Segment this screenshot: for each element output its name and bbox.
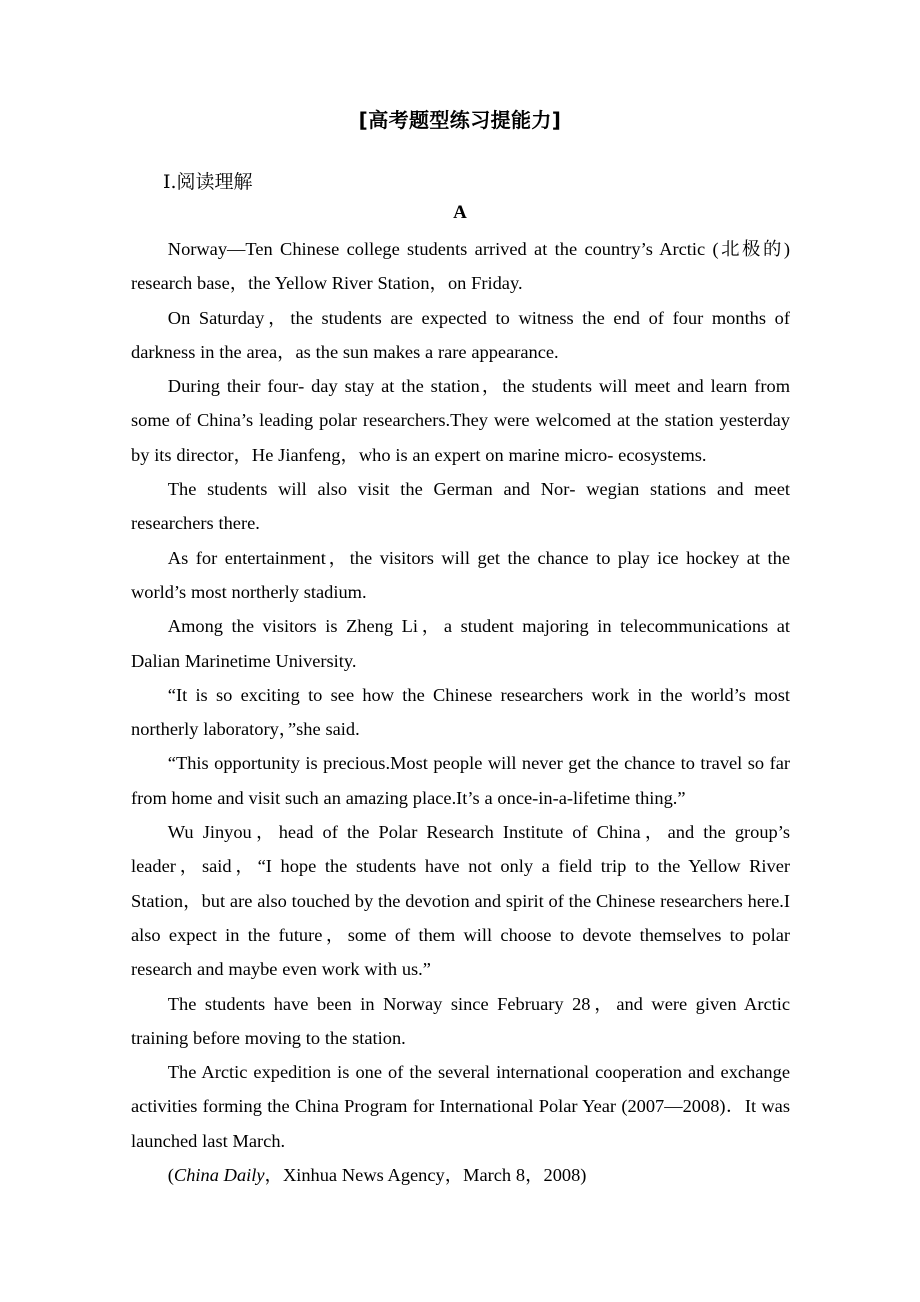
page-title: [高考题型练习提能力] (358, 108, 562, 132)
paragraph: The Arctic expedition is one of the several international cooperation and exchange activities forming the China Program for International Polar Year (2007—2008)．It was launched last March. (131, 1062, 790, 1151)
source-open-paren: ( (167, 1165, 174, 1186)
paragraph: Wu Jinyou，head of the Polar Research Institute of China，and the group’s leader，said，“I hope the students have not only a field trip to the Yellow River Station，but are also touched by the devotion and spirit of the Chinese researchers here.I also expect in the future，some of them will choose to devote themselves to polar research and maybe even work with us.” (131, 822, 790, 980)
passage-body (131, 232, 790, 1192)
paragraph: On Saturday，the students are expected to witness the end of four months of darkness in the area，as the sun makes a rare appearance. (131, 307, 790, 362)
paragraph: Norway—Ten Chinese college students arrived at the country’s Arctic (北极的) research base，the Yellow River Station，on Friday. (131, 239, 790, 294)
source-attribution (131, 1158, 790, 1192)
passage-marker: A (453, 202, 467, 223)
source-publication: China Daily (173, 1165, 265, 1186)
paragraph: During their four‐ day stay at the station，the students will meet and learn from some of China’s leading polar researchers.They were welcomed at the station yesterday by its director，He Jianfeng，who is an expert on marine micro‐ ecosystems. (131, 376, 790, 465)
paragraph: As for entertainment，the visitors will get the chance to play ice hockey at the world’s most northerly stadium. (131, 547, 790, 602)
paragraph: Among the visitors is Zheng Li，a student majoring in telecommunications at Dalian Marinetime University. (131, 616, 790, 671)
source-rest: ，Xinhua News Agency，March 8，2008) (264, 1165, 587, 1186)
section-label: Ⅰ.阅读理解 (163, 171, 253, 193)
paragraph: The students have been in Norway since February 28，and were given Arctic training before moving to the station. (131, 993, 790, 1048)
paragraph: “This opportunity is precious.Most people will never get the chance to travel so far from home and visit such an amazing place.It’s a once-in-a-lifetime thing.” (131, 753, 790, 808)
paragraph: The students will also visit the German and Nor‐ wegian stations and meet researchers there. (131, 479, 790, 534)
paragraph: “It is so exciting to see how the Chinese researchers work in the world’s most northerly laboratory，”she said. (131, 684, 790, 740)
